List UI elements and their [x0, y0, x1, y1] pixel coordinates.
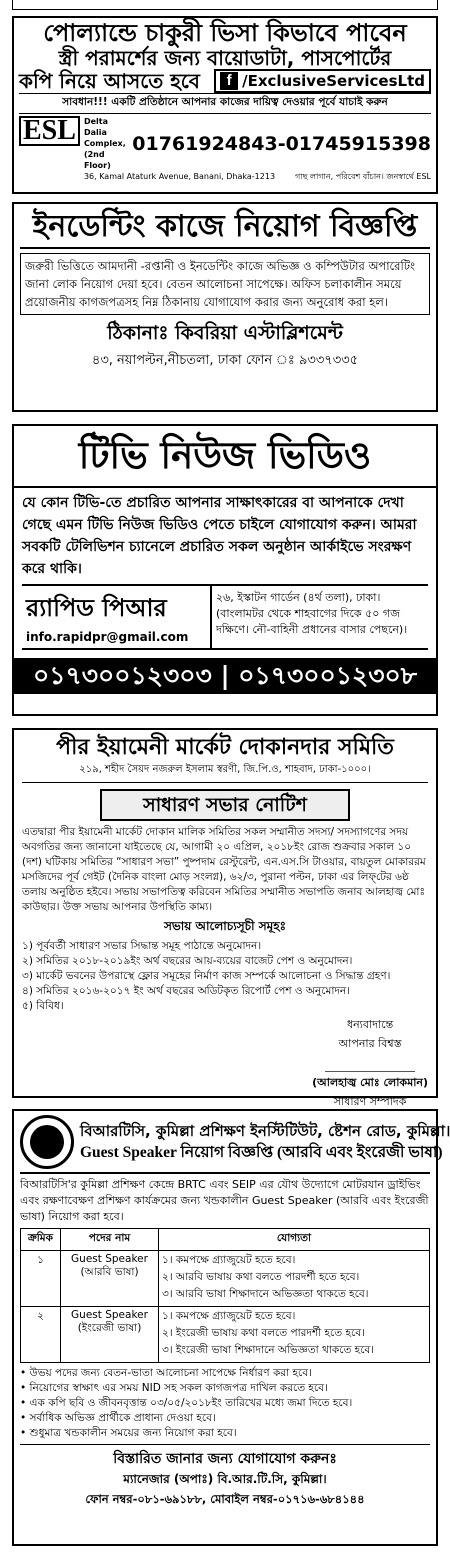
row-qualification [159, 1307, 430, 1363]
facebook-icon: f [220, 72, 238, 90]
signer-name: (আলহাজ্ব মোঃ লোকমান) [312, 1076, 428, 1089]
rapid-pr-email[interactable]: info.rapidpr@gmail.com [26, 630, 189, 644]
vacancy-table [20, 1228, 430, 1363]
ad5-intro: বিআরটিসি'র কুমিল্লা প্রশিক্ষণ কেন্দ্রে BRTC এবং SEIP এর যৌথ উদ্যোগে মোটরযান ড্রাইভিং এবং রক্ষণাবেক্ষণ প্রশিক্ষণ কার্যক্রমের জন্য খন্ডকালীন Guest Speaker (আরবি এবং ইংরেজী ভাষা) নিয়োগ করা হবে। [20, 1178, 429, 1223]
rapid-pr-name: র‍্যাপিড পিআর [26, 594, 167, 622]
ad4-address: ২১৯, শহীদ সৈয়দ নজরুল ইসলাম স্বরণী, জি.পি.ও, শাহবাদ, ঢাকা-১০০০। [22, 762, 428, 783]
agenda-item: ৪) সমিতির ২০১৬-২০১৭ ইং অর্থ বছরের অডিটকৃত রিপোর্ট পেশ ও অনুমোদন। [22, 985, 350, 997]
brtc-guest-speaker-ad [12, 1109, 450, 1546]
row-serial: ১ [21, 1251, 61, 1307]
table-row [21, 1307, 430, 1363]
ad1-address: 36, Kamal Ataturk Avenue, Banani, Dhaka-1213 [83, 172, 276, 182]
regards-line-2: আপনার বিশ্বস্ত [338, 1037, 402, 1050]
condition-item: • এক কপি ছবি ও জীবনবৃত্তান্ত ০৩/০৫/২০১৮ইং তারিখের মধ্যে জমা দিতে হবে। [20, 1396, 430, 1411]
ad2-address: ৪৩, নয়াপল্টন,নীচতলা, ঢাকা ফোন ঃ ৯৩৩৭৩৩৫ [91, 353, 359, 368]
ad3-body: যে কোন টিভি-তে প্রচারিত আপনার সাক্ষাৎকারের বা আপনাকে দেখা গেছে এমন টিভি নিউজ ভিডিও পেতে চাইলে যোগাযোগ করুন। আমরা সবকটি টেলিভিশন চ্যানেলে প্রচারিত সকল অনুষ্ঠান আর্কাইভে সংরক্ষণ করে থাকি। [22, 495, 417, 577]
handwritten-signature [325, 1056, 415, 1072]
table-row [21, 1251, 430, 1307]
ad4-title: পীর ইয়ামেনী মার্কেট দোকানদার সমিতি [56, 735, 394, 760]
ad4-body: এতদ্বারা পীর ইয়ামেনী মার্কেট দোকান মালিক সমিতির সকল সম্মানীত সদস্য/ সদস্যাগণের সদয় অবগতির জন্য জানানো যাইতেছে যে, আগামী ২০ এপ্রিল, ২০১৮ইং রোজ শুক্রবার সকাল ১০ (দশ) ঘটিকায় সমিতির “সাধারণ সভা” পুষ্পদাম রেস্টুরেন্ট, এন.এস.সি টাওয়ার, বায়তুল মোকাররম মসজিদের পূর্ব গেইট (দৈনিক বাংলা মোড় সংলগ্ন), ৬২/৩, পুরানা পল্টন, ঢাকা এর লিফ্‌টের ৬ষ্ঠ তলায় অনুষ্ঠিত হইবে। সভায় সভাপতিত্ব করিবেন সমিতির সম্মানীত সভাপতি জনাব আলহাজ্ব মোঃ কাউছার। উক্ত সভায় আপনার উপস্থিতি কাম্য। [22, 826, 426, 913]
qualification-line: ২। ইংরেজী ভাষায় কথা বলতে পারদর্শী হতে হবে। [162, 1327, 365, 1339]
agenda-list [22, 939, 428, 1014]
qualification-line: ১। কমপক্ষে গ্র্যাজুয়েট হতে হবে। [162, 1310, 296, 1322]
ad1-facebook-row [19, 69, 431, 93]
facebook-handle: /ExclusiveServicesLtd [242, 72, 425, 91]
agenda-item: ৩) মার্কেট ভবনের উপরাস্থে ফ্লোর সমূহের নির্মাণ কাজ সম্পর্কে আলোচনা ও সিদ্ধান্ত গ্রহণ। [22, 970, 391, 982]
indenting-job-ad [12, 202, 438, 412]
ad2-body: জরুরী ভিত্তিতে আমদানী -রপ্তানী ও ইনডেন্টিং কাজে অভিজ্ঞ ও কম্পিউটার অপারেটিং জানা লোক নিয়োগ দেয়া হবে। বেতন আলোচনা সাপেক্ষে। অফিস চলাকালীন সময়ে প্রয়োজনীয় কাগজপত্রসহ নিম্ন ঠিকানায় যোগাযোগ করার জন্য অনুরোধ করা হল। [20, 253, 430, 315]
esl-logo: ESL [19, 116, 80, 146]
col-post: পদের নাম [61, 1229, 159, 1251]
shop-owners-association-notice [12, 728, 438, 1108]
agenda-item: ৫) বিবিধ। [22, 1000, 64, 1012]
ad1-office: Delta Dalia Complex, (2nd Floor) [83, 117, 126, 171]
condition-item: • সর্বাধিক অভিজ্ঞ প্রার্থীকে প্রাধান্য দেওয়া হবে। [20, 1411, 430, 1426]
table-header-row [21, 1229, 430, 1251]
brtc-seal-icon [20, 1115, 74, 1169]
poland-visa-ad [12, 16, 438, 194]
ad2-title: ইনডেন্টিং কাজে নিয়োগ বিজ্ঞপ্তি [20, 207, 430, 249]
signature-block [22, 1016, 428, 1112]
condition-item: • শুধুমাত্র খন্ডকালীন সময়ের জন্য নিয়োগ করা হবে। [20, 1426, 430, 1441]
regards-line-1: ধন্যবাদান্তে [346, 1018, 394, 1031]
qualification-line: ৩। আরবি ভাষা শিক্ষাদানে অভিজ্ঞতা থাকতে হবে। [162, 1288, 369, 1300]
ad5-title-2: Guest Speaker নিয়োগ বিজ্ঞপ্তি (আরবি এবং ইংরেজী ভাষা) [80, 1144, 443, 1161]
signer-title: সাধারণ সম্পাদক [333, 1095, 407, 1108]
ad3-title: টিভি নিউজ ভিডিও [14, 426, 436, 488]
agenda-title: সভায় আলোচ্যসূচী সমূহঃ [163, 919, 287, 933]
ad1-slogan: গাছ লাগান, পরিবেশ বাঁচান। জনস্বার্থে ESL [295, 172, 431, 182]
ad1-headline-3: কপি নিয়ে আসতে হবে [19, 69, 200, 94]
ad5-header [20, 1115, 450, 1174]
qualification-line: ৩। ইংরেজী ভাষা শিক্ষাদানে অভিজ্ঞতা থাকতে হবে। [162, 1344, 375, 1356]
ad1-headline-2: স্ত্রী পরামর্শের জন্য বায়োডাটা, পাসপোর্টের [58, 45, 392, 70]
ad1-headline-1: পোল্যান্ডে চাকুরী ভিসা কিভাবে পাবেন [43, 19, 407, 47]
ad3-contact-row [22, 584, 428, 650]
rapid-pr-phones: ০১৭৩০০১২৩০৩ | ০১৭৩০০১২৩০৮ [14, 658, 436, 694]
row-post: Guest Speaker (ইংরেজী ভাষা) [61, 1307, 159, 1363]
facebook-page-link[interactable] [214, 69, 431, 93]
general-meeting-heading: সাধারণ সভার নোটিশ [100, 789, 350, 821]
condition-item: • নিয়োগের স্বাক্ষাৎ এর সময় NID সহ সকল কাগজপত্র দাখিল করতে হবে। [20, 1381, 430, 1396]
agenda-item: ১) পূর্ববর্তী সাধারণ সভার সিদ্ধান্ত সমূহ পাঠান্তে অনুমোদন। [22, 940, 262, 952]
agenda-item: ২) সমিতির ২০১৮-২০১৯ইং অর্থ বছরের আয়-ব্যয়ের বাজেট পেশ ও অনুমোদন। [22, 955, 353, 967]
ad5-title-1: বিআরটিসি, কুমিল্লা প্রশিক্ষণ ইনস্টিটিউট, ষ্টেশন রোড, কুমিল্লা। [80, 1122, 450, 1140]
manager-line: ম্যানেজার (অপাঃ) বি.আর.টি.সি, কুমিল্লা। [123, 1472, 327, 1486]
qualification-line: ১। কমপক্ষে গ্র্যাজুয়েট হতে হবে। [162, 1254, 296, 1266]
ad1-contact-row [19, 116, 431, 184]
ad1-phones: 01761924843-01745915398 [132, 132, 431, 155]
qualification-line: ২। আরবি ভাষায় কথা বলতে পারদর্শী হতে হবে। [162, 1271, 360, 1283]
col-serial: ক্রমিক [21, 1229, 61, 1251]
col-qualification: যোগ্যতা [159, 1229, 430, 1251]
row-qualification [159, 1251, 430, 1307]
ad1-warning: সাবধান!!! একটি প্রতিষ্ঠানে আপনার কাজের দায়িত্ব দেওয়ার পূর্বে যাচাই করুন [19, 93, 431, 114]
ad2-company: ঠিকানাঃ কিবরিয়া এস্টাব্লিশমেন্ট [107, 322, 343, 344]
condition-item: • উভয় পদের জন্য বেতন-ভাতা আলোচনা সাপেক্ষে নির্ধারণ করা হবে। [20, 1366, 430, 1381]
brtc-phones: ফোন নম্বর-০৮১-৬৯১৮৮, মোবাইল নম্বর-০১৭১৬-৬৮৪১৪৪ [85, 1492, 365, 1506]
contact-heading: বিস্তারিত জানার জন্য যোগাযোগ করুনঃ [20, 1444, 430, 1471]
previous-ad-strip [12, 0, 438, 10]
tv-news-video-ad [12, 424, 438, 716]
row-serial: ২ [21, 1307, 61, 1363]
conditions-list [20, 1366, 430, 1441]
row-post: Guest Speaker (আরবি ভাষা) [61, 1251, 159, 1307]
rapid-pr-address: ২৬, ইস্কাটন গার্ডেন (৪র্থ তলা), ঢাকা। (বাংলামটর থেকে শাহবাগের দিকে ৫০ গজ দক্ষিণে। নৌ-বাহিনী প্রধানের বাসার পেছনে)। [216, 591, 408, 636]
